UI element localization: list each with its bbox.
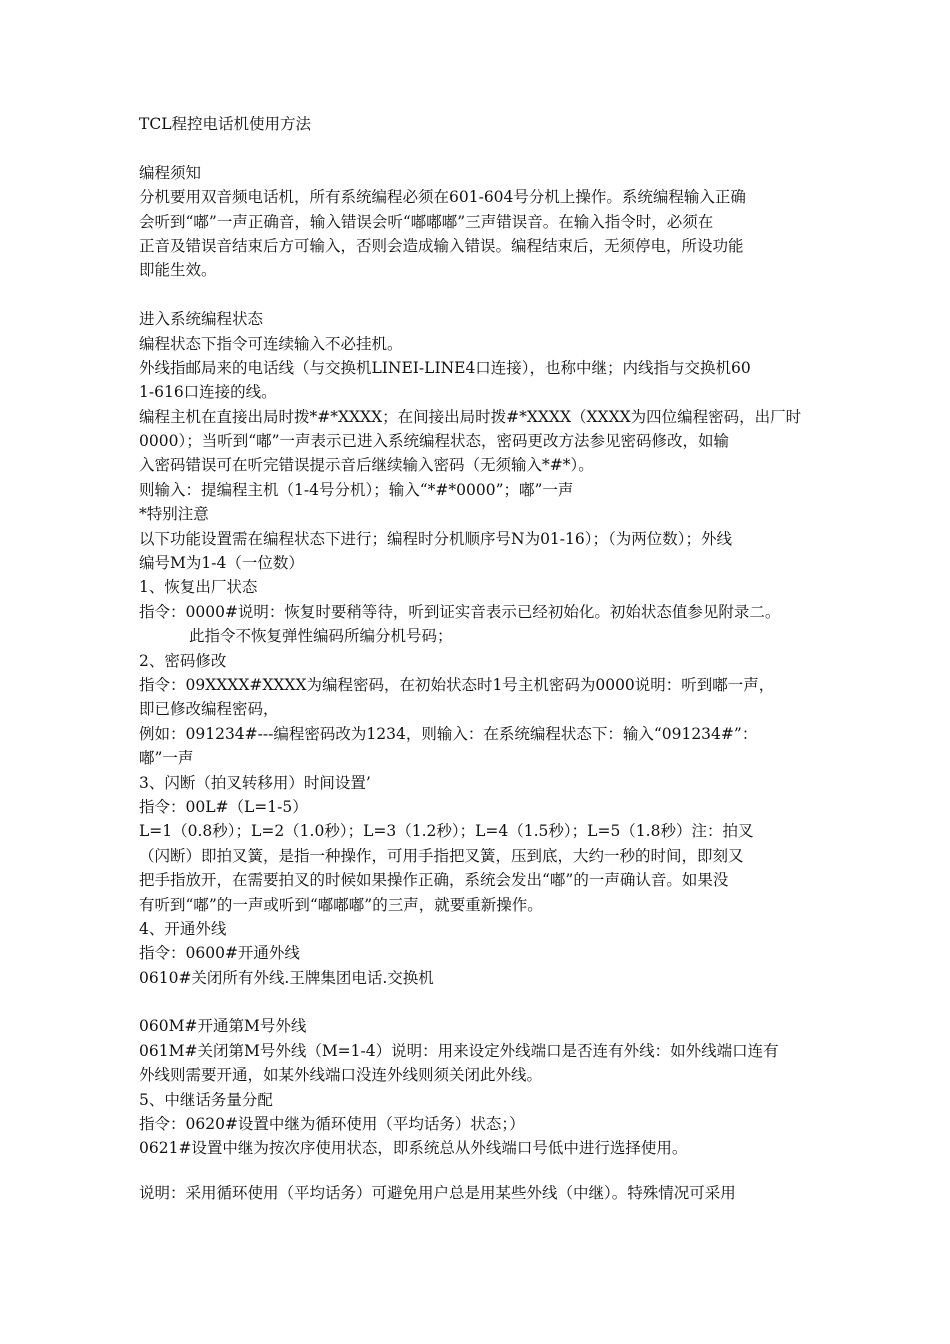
- section-heading-enter-programming: 进入系统编程状态: [139, 310, 264, 329]
- item-heading-open-trunk: 4、开通外线: [139, 919, 227, 938]
- spacer: [139, 136, 829, 160]
- paragraph-line: 指令：0620#设置中继为循环使用（平均话务）状态；）: [139, 1115, 525, 1134]
- paragraph-line: 以下功能设置需在编程状态下进行；编程时分机顺序号N为01-16）；（为两位数）；外线: [139, 529, 732, 548]
- paragraph-line: 指令：00L#（L=1-5）: [139, 797, 308, 816]
- paragraph-line: 编号M为1-4（一位数）: [139, 554, 304, 573]
- paragraph-line: （闪断）即拍叉簧，是指一种操作，可用手指把叉簧，压到底，大约一秒的时间，即刻又: [139, 846, 744, 865]
- document-title: TCL程控电话机使用方法: [139, 115, 311, 133]
- spacer: [139, 283, 829, 307]
- paragraph-line: 正音及错误音结束后方可输入，否则会造成输入错误。编程结束后，无须停电，所设功能: [139, 236, 744, 255]
- paragraph-line-indented: 此指令不恢复弹性编码所编分机号码；: [189, 627, 453, 646]
- paragraph-line: 则输入：提编程主机（1-4号分机）；输入“*#*0000”；嘟”一声: [139, 480, 574, 499]
- spacer: [139, 990, 829, 1014]
- paragraph-line: *特别注意: [139, 505, 209, 524]
- paragraph-line: 外线则需要开通，如某外线端口没连外线则须关闭此外线。: [139, 1066, 543, 1085]
- paragraph-line: 说明：采用循环使用（平均话务）可避免用户总是用某些外线（中继）。特殊情况可采用: [139, 1183, 736, 1202]
- section-heading-programming-notes: 编程须知: [139, 163, 202, 182]
- paragraph-line: 指令：0600#开通外线: [139, 944, 300, 963]
- paragraph-line: 指令：0000#说明：恢复时要稍等待，听到证实音表示已经初始化。初始状态值参见附录二。: [139, 602, 781, 621]
- paragraph-line: 嘟”一声: [139, 749, 194, 768]
- paragraph-line: 1-616口连接的线。: [139, 383, 277, 402]
- spacer: [139, 1161, 829, 1181]
- paragraph-line: 0610#关闭所有外线.王牌集团电话.交换机: [139, 968, 434, 987]
- paragraph-line: 即能生效。: [139, 261, 217, 280]
- paragraph-line: 编程主机在直接出局时拨*#*XXXX；在间接出局时拨#*XXXX（XXXX为四位编程密码，出厂时: [139, 407, 802, 426]
- item-heading-factory-reset: 1、恢复出厂状态: [139, 578, 258, 597]
- paragraph-line: 061M#关闭第M号外线（M=1-4）说明：用来设定外线端口是否连有外线：如外线端口连有: [139, 1041, 779, 1060]
- document-body: [139, 112, 829, 1205]
- paragraph-line: 有听到“嘟”的一声或听到“嘟嘟嘟”的三声，就要重新操作。: [139, 895, 543, 914]
- paragraph-line: 外线指邮局来的电话线（与交换机LINEI-LINE4口连接），也称中继；内线指与交换机60: [139, 358, 751, 377]
- item-heading-password-change: 2、密码修改: [139, 651, 227, 670]
- paragraph-line: 例如：091234#---编程密码改为1234，则输入：在系统编程状态下：输入“091234#”：: [139, 724, 758, 743]
- paragraph-line: 把手指放开，在需要拍叉的时候如果操作正确，系统会发出“嘟”的一声确认音。如果没: [139, 871, 729, 890]
- paragraph-line: 0621#设置中继为按次序使用状态，即系统总从外线端口号低中进行选择使用。: [139, 1139, 688, 1158]
- paragraph-line: 入密码错误可在听完错误提示音后继续输入密码（无须输入*#*）。: [139, 456, 594, 475]
- paragraph-line: 会听到“嘟”一声正确音，输入错误会听“嘟嘟嘟”三声错误音。在输入指令时，必须在: [139, 212, 714, 231]
- item-heading-flash-time: 3、闪断（拍叉转移用）时间设置’: [139, 773, 371, 792]
- paragraph-line: 编程状态下指令可连续输入不必挂机。: [139, 334, 403, 353]
- paragraph-line: L=1（0.8秒）；L=2（1.0秒）；L=3（1.2秒）；L=4（1.5秒）；L=5（1.8秒）注：拍叉: [139, 822, 754, 841]
- paragraph-line: 分机要用双音频电话机，所有系统编程必须在601-604号分机上操作。系统编程输入正确: [139, 188, 746, 207]
- item-heading-trunk-traffic: 5、中继话务量分配: [139, 1090, 273, 1109]
- paragraph-line: 060M#开通第M号外线: [139, 1017, 307, 1036]
- paragraph-line: 即已修改编程密码，: [139, 700, 279, 719]
- paragraph-line: 指令：09XXXX#XXXX为编程密码，在初始状态时1号主机密码为0000说明：听到嘟一声，: [139, 675, 775, 694]
- paragraph-line: 0000）；当听到“嘟”一声表示已进入系统编程状态，密码更改方法参见密码修改，如输: [139, 432, 730, 451]
